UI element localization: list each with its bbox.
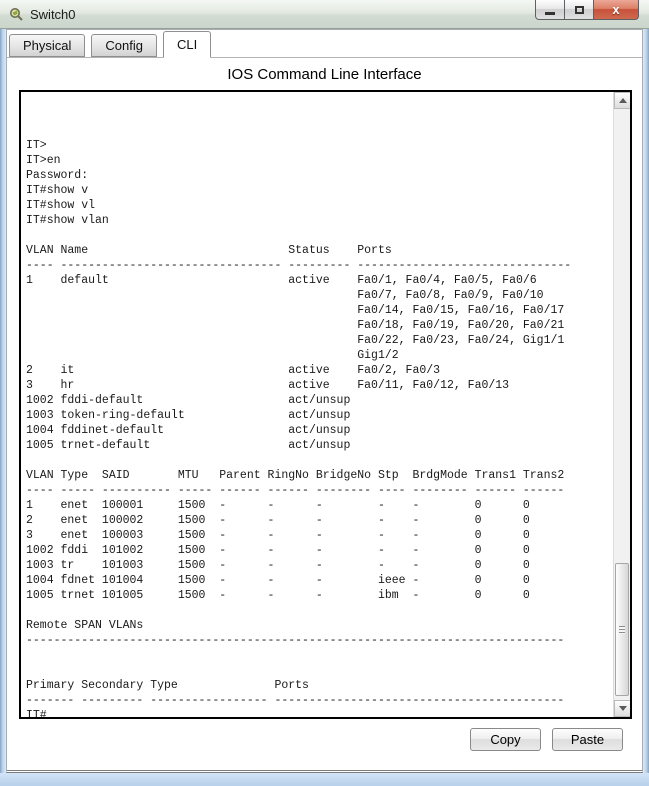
terminal-line <box>26 228 610 243</box>
terminal-line: ---- -------------------------------- --------- ------------------------------- <box>26 259 572 272</box>
terminal-line: IT> <box>26 139 47 152</box>
scroll-up-icon <box>619 98 627 103</box>
terminal-line: Gig1/2 <box>26 349 399 362</box>
window-frame-bottom <box>0 773 649 786</box>
terminal-line: ---- ----- ---------- ----- ------ ------ -------- ---- -------- ------ ------ <box>26 484 565 497</box>
terminal-line: 1004 fddinet-default act/unsup <box>26 424 351 437</box>
terminal-line: VLAN Name Status Ports <box>26 244 392 257</box>
terminal-line: 1 enet 100001 1500 - - - - - 0 0 <box>26 499 530 512</box>
terminal-line: IT#show v <box>26 184 89 197</box>
terminal-line: 3 enet 100003 1500 - - - - - 0 0 <box>26 529 530 542</box>
window-title: Switch0 <box>30 7 76 22</box>
terminal-line: Fa0/22, Fa0/23, Fa0/24, Gig1/1 <box>26 334 565 347</box>
tab-config-label: Config <box>105 38 143 53</box>
terminal-line: 1004 fdnet 101004 1500 - - - ieee - 0 0 <box>26 574 530 587</box>
terminal-line: 1002 fddi 101002 1500 - - - - - 0 0 <box>26 544 530 557</box>
terminal-line: 1003 token-ring-default act/unsup <box>26 409 351 422</box>
terminal-line: IT#show vl <box>26 199 96 212</box>
minimize-button[interactable] <box>535 0 565 20</box>
terminal-line <box>26 123 610 138</box>
tab-bar <box>7 31 642 58</box>
terminal-line <box>26 663 610 678</box>
terminal-line: 1002 fddi-default act/unsup <box>26 394 351 407</box>
terminal-text <box>26 93 610 717</box>
terminal-line: Remote SPAN VLANs <box>26 619 144 632</box>
paste-button[interactable]: Paste <box>552 728 623 751</box>
cli-header-title: IOS Command Line Interface <box>227 66 422 83</box>
terminal-line: 1005 trnet 101005 1500 - - - ibm - 0 0 <box>26 589 530 602</box>
terminal-line: 3 hr active Fa0/11, Fa0/12, Fa0/13 <box>26 379 510 392</box>
terminal-line: VLAN Type SAID MTU Parent RingNo BridgeNo Stp BrdgMode Trans1 Trans2 <box>26 469 565 482</box>
window-controls <box>535 0 639 20</box>
scroll-down-button[interactable] <box>614 700 631 717</box>
terminal-line: Fa0/14, Fa0/15, Fa0/16, Fa0/17 <box>26 304 565 317</box>
scroll-up-button[interactable] <box>614 92 631 109</box>
scrollbar-grip-icon <box>619 626 625 634</box>
window-frame-right <box>643 29 649 786</box>
terminal-line: ------- --------- ----------------- ------------------------------------------ <box>26 694 565 707</box>
terminal-line: 1005 trnet-default act/unsup <box>26 439 351 452</box>
terminal-line: Password: <box>26 169 89 182</box>
terminal-scrollbar[interactable] <box>613 92 630 717</box>
terminal-line: IT>en <box>26 154 61 167</box>
terminal-line: Fa0/18, Fa0/19, Fa0/20, Fa0/21 <box>26 319 565 332</box>
tab-physical-label: Physical <box>23 38 72 53</box>
tab-cli[interactable] <box>163 31 211 58</box>
terminal-line: 1003 tr 101003 1500 - - - - - 0 0 <box>26 559 530 572</box>
maximize-icon <box>575 6 584 14</box>
terminal-line: Primary Secondary Type Ports <box>26 679 309 692</box>
device-dialog <box>6 29 643 773</box>
terminal-line: IT# <box>26 709 47 717</box>
terminal-line: IT#show vlan <box>26 214 109 227</box>
terminal-line: 1 default active Fa0/1, Fa0/4, Fa0/5, Fa0/6 <box>26 274 537 287</box>
cli-terminal[interactable] <box>19 90 632 719</box>
terminal-line: 2 enet 100002 1500 - - - - - 0 0 <box>26 514 530 527</box>
terminal-line: Fa0/7, Fa0/8, Fa0/9, Fa0/10 <box>26 289 544 302</box>
terminal-line <box>26 108 610 123</box>
close-icon: x <box>612 2 620 17</box>
terminal-line <box>26 603 610 618</box>
maximize-button[interactable] <box>564 0 594 20</box>
titlebar[interactable] <box>0 0 649 29</box>
scroll-down-icon <box>619 706 627 711</box>
scrollbar-thumb[interactable] <box>615 563 629 696</box>
copy-button[interactable]: Copy <box>470 728 541 751</box>
tab-cli-label: CLI <box>177 37 198 52</box>
terminal-line <box>26 93 610 108</box>
terminal-line <box>26 453 610 468</box>
terminal-line: ------------------------------------------------------------------------------ <box>26 634 565 647</box>
tab-config[interactable] <box>91 34 157 57</box>
app-icon <box>9 7 24 22</box>
terminal-line: 2 it active Fa0/2, Fa0/3 <box>26 364 441 377</box>
minimize-icon <box>545 12 555 15</box>
tab-physical[interactable] <box>9 34 85 57</box>
terminal-line <box>26 648 610 663</box>
close-button[interactable] <box>593 0 639 20</box>
